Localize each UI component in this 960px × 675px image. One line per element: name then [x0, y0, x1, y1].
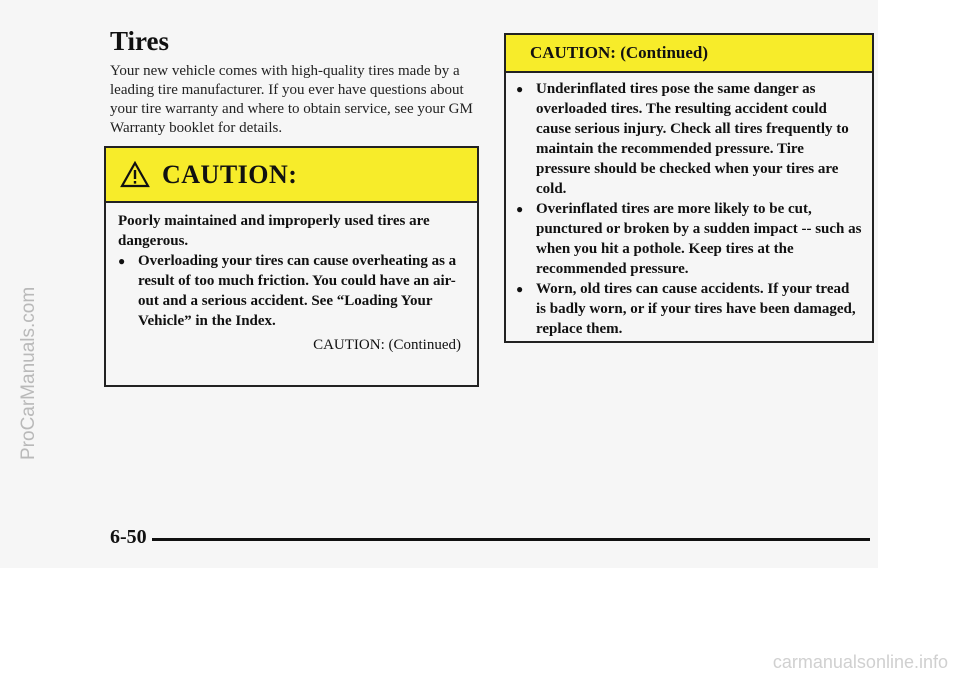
caution-heading: CAUTION: [162, 159, 298, 189]
continued-label: CAUTION: (Continued) [313, 337, 461, 353]
caution-box [104, 146, 479, 387]
bullet-icon: ● [516, 82, 524, 96]
caution-content [106, 203, 477, 355]
bullet-icon: ● [516, 282, 524, 296]
caution-bullet [516, 79, 862, 199]
caution-bullet [516, 279, 862, 339]
caution-continued-content [506, 73, 872, 339]
site-watermark: carmanualsonline.info [772, 652, 948, 672]
caution-continued-header [506, 35, 872, 73]
page-number: 6-50 [110, 526, 147, 548]
bullet-icon: ● [516, 202, 524, 216]
caution-bullet [516, 199, 862, 279]
caution-bullet [118, 251, 467, 331]
intro-paragraph: Your new vehicle comes with high-quality tires made by a leading tire manufacturer. If you ever have questions about your tire warranty and where to obtain service, see your GM Warranty booklet for details. [110, 63, 473, 136]
side-watermark: ProCarManuals.com [18, 286, 39, 460]
page-title: Tires [110, 26, 170, 56]
caution-lead: Poorly maintained and improperly used tires are dangerous. [118, 213, 430, 249]
bullet-text: Overinflated tires are more likely to be cut, punctured or broken by a sudden impact -- such as when you hit a pothole. Keep tires at the recommended pressure. [536, 201, 862, 277]
warning-triangle-icon [120, 161, 150, 188]
footer-rule [152, 538, 870, 541]
bullet-icon: ● [118, 254, 126, 268]
caution-continued-box [504, 33, 874, 343]
caution-continued-heading: CAUTION: (Continued) [530, 43, 709, 62]
bullet-text: Worn, old tires can cause accidents. If your tread is badly worn, or if your tires have been damaged, replace them. [536, 281, 856, 337]
bullet-text: Overloading your tires can cause overheating as a result of too much friction. You could have an air-out and a serious accident. See “Loading Your Vehicle” in the Index. [138, 253, 457, 329]
caution-header [106, 148, 477, 203]
bullet-text: Underinflated tires pose the same danger as overloaded tires. The resulting accident could cause serious injury. Check all tires frequently to maintain the recommended pressure. Tire pressure should be checked when your tires are cold. [536, 81, 849, 197]
